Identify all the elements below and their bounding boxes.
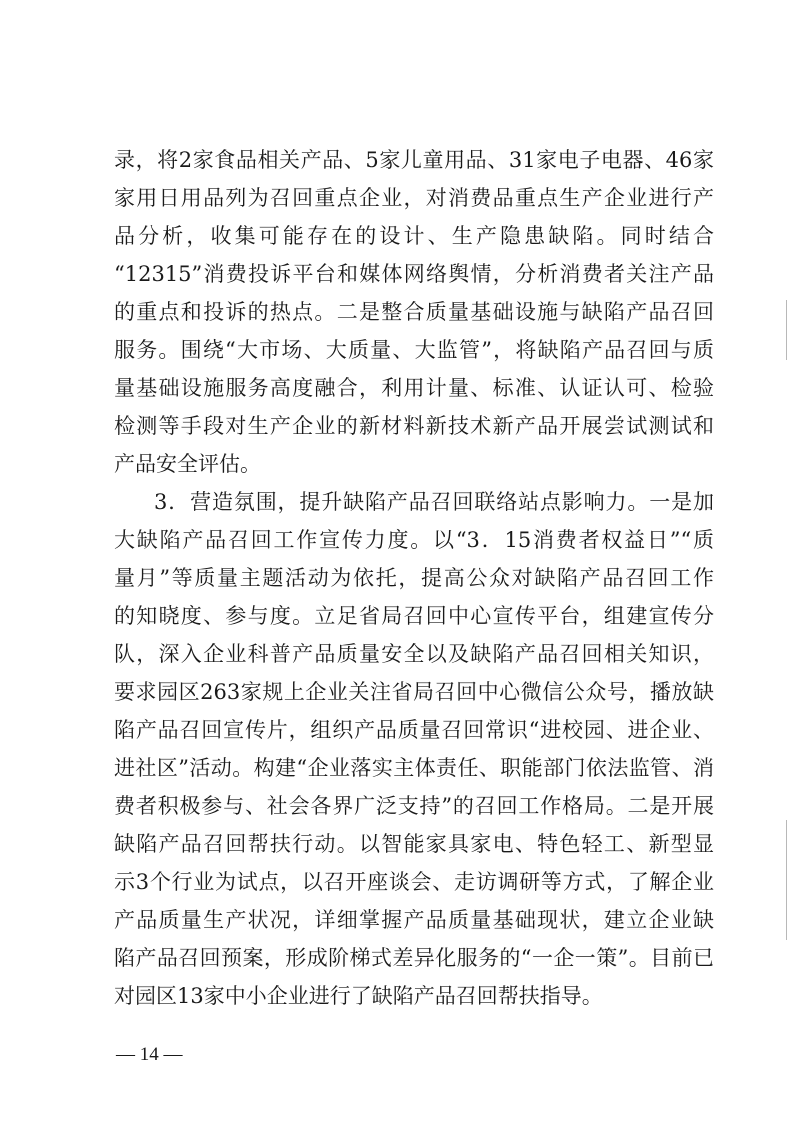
- section-heading-line: 3．营造氛围，提升缺陷产品召回联络站点影响力。一是加: [154, 490, 714, 514]
- body-line: 示3个行业为试点，以召开座谈会、走访调研等方式，了解企业: [114, 870, 714, 894]
- page-number: — 14 —: [116, 1044, 183, 1065]
- body-line: 费者积极参与、社会各界广泛支持”的召回工作格局。二是开展: [114, 794, 714, 818]
- body-line: 的知晓度、参与度。立足省局召回中心宣传平台，组建宣传分: [114, 604, 714, 628]
- body-line: 量月”等质量主题活动为依托，提高公众对缺陷产品召回工作: [114, 566, 714, 590]
- body-line: 服务。围绕“大市场、大质量、大监管”，将缺陷产品召回与质: [114, 338, 714, 362]
- body-line: 要求园区263家规上企业关注省局召回中心微信公众号，播放缺: [114, 680, 714, 704]
- body-line: 产品质量生产状况，详细掌握产品质量基础现状，建立企业缺: [114, 908, 714, 932]
- body-line: 家用日用品列为召回重点企业，对消费品重点生产企业进行产: [114, 186, 714, 210]
- body-line: 检测等手段对生产企业的新材料新技术新产品开展尝试测试和: [114, 414, 714, 438]
- body-line: 录，将2家食品相关产品、5家儿童用品、31家电子电器、46家: [114, 148, 714, 172]
- body-line: “12315”消费投诉平台和媒体网络舆情，分析消费者关注产品: [114, 262, 714, 286]
- body-line: 产品安全评估。: [114, 452, 261, 476]
- body-line: 缺陷产品召回帮扶行动。以智能家具家电、特色轻工、新型显: [114, 832, 714, 856]
- scan-edge-mark: [786, 300, 787, 360]
- body-line: 进社区”活动。构建“企业落实主体责任、职能部门依法监管、消: [114, 756, 714, 780]
- body-line: 品分析，收集可能存在的设计、生产隐患缺陷。同时结合: [114, 224, 714, 248]
- body-line: 对园区13家中小企业进行了缺陷产品召回帮扶指导。: [114, 984, 603, 1008]
- body-line: 队，深入企业科普产品质量安全以及缺陷产品召回相关知识，: [114, 642, 714, 666]
- body-line: 的重点和投诉的热点。二是整合质量基础设施与缺陷产品召回: [114, 300, 714, 324]
- scan-edge-mark: [786, 820, 787, 940]
- body-line: 陷产品召回宣传片，组织产品质量召回常识“进校园、进企业、: [114, 718, 714, 742]
- body-line: 陷产品召回预案，形成阶梯式差异化服务的“一企一策”。目前已: [114, 946, 714, 970]
- body-line: 大缺陷产品召回工作宣传力度。以“3．15消费者权益日”“质: [114, 528, 714, 552]
- body-line: 量基础设施服务高度融合，利用计量、标准、认证认可、检验: [114, 376, 714, 400]
